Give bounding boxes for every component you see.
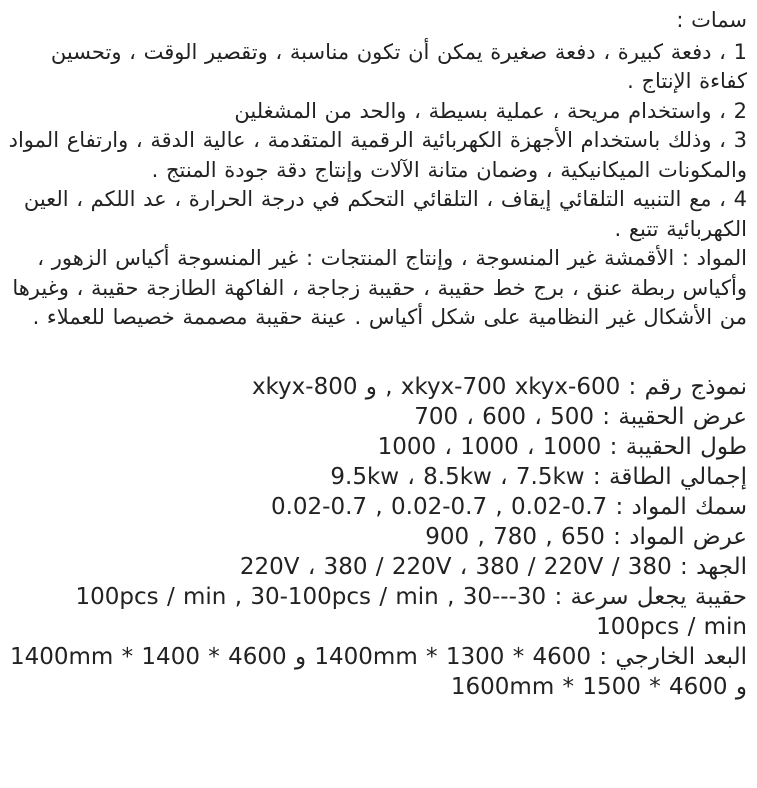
features-section bbox=[8, 6, 747, 244]
spec-line: إجمالي الطاقة : 9.5kw ، 8.5kw ، 7.5kw bbox=[330, 463, 747, 490]
feature-item: 2 ، واستخدام مريحة ، عملية بسيطة ، والحد من المشغلين bbox=[234, 98, 747, 123]
spec-line: طول الحقيبة : 1000 ، 1000 ، 1000 bbox=[377, 433, 747, 460]
spec-line: سمك المواد : 0.7-0.02 , 0.7-0.02 , 0.7-0.02 bbox=[270, 493, 747, 520]
features-heading: سمات : bbox=[676, 8, 747, 32]
materials-paragraph: المواد : الأقمشة غير المنسوجة ، وإنتاج المنتجات : غير المنسوجة أكياس الزهور ، وأكياس ربطة عنق ، برج خط حقيبة ، حقيبة زجاجة ، الفاكهة الطازجة حقيبة ، وغيرها من الأشكال غير النظامية على شكل أكياس . عينة حقيبة مصممة خصيصا للعملاء . bbox=[12, 246, 747, 329]
feature-item: 3 ، وذلك باستخدام الأجهزة الكهربائية الرقمية المتقدمة ، عالية الدقة ، وارتفاع المواد والمكونات الميكانيكية ، وضمان متانة الآلات وإنتاج دقة جودة المنتج . bbox=[8, 128, 747, 182]
spec-line: عرض المواد : 650 , 780 , 900 bbox=[425, 523, 747, 550]
spec-line: البعد الخارجي : 4600 * 1300 * 1400mm و 4600 * 1400 * 1400mm و 4600 * 1500 * 1600mm bbox=[9, 643, 747, 700]
spec-line: نموذج رقم : xkyx-700 xkyx-600 , و xkyx-800 bbox=[251, 373, 747, 400]
spec-line: حقيبة يجعل سرعة : 30--100pcs / min , 30-100pcs / min , 30-100pcs / min bbox=[75, 583, 747, 640]
section-gap bbox=[8, 333, 747, 372]
specifications-section bbox=[8, 372, 747, 702]
spec-line: عرض الحقيبة : 500 ، 600 ، 700 bbox=[414, 403, 747, 430]
feature-item: 4 ، مع التنبيه التلقائي إيقاف ، التلقائي التحكم في درجة الحرارة ، عد اللكم ، العين الكهربائية تتبع . bbox=[23, 187, 747, 241]
spec-line: الجهد : 380 / 220V ، 380 / 220V ، 380 / 220V bbox=[239, 553, 747, 580]
feature-item: 1 ، دفعة كبيرة ، دفعة صغيرة يمكن أن تكون مناسبة ، وتقصير الوقت ، وتحسين كفاءة الإنتاج . bbox=[50, 39, 747, 93]
